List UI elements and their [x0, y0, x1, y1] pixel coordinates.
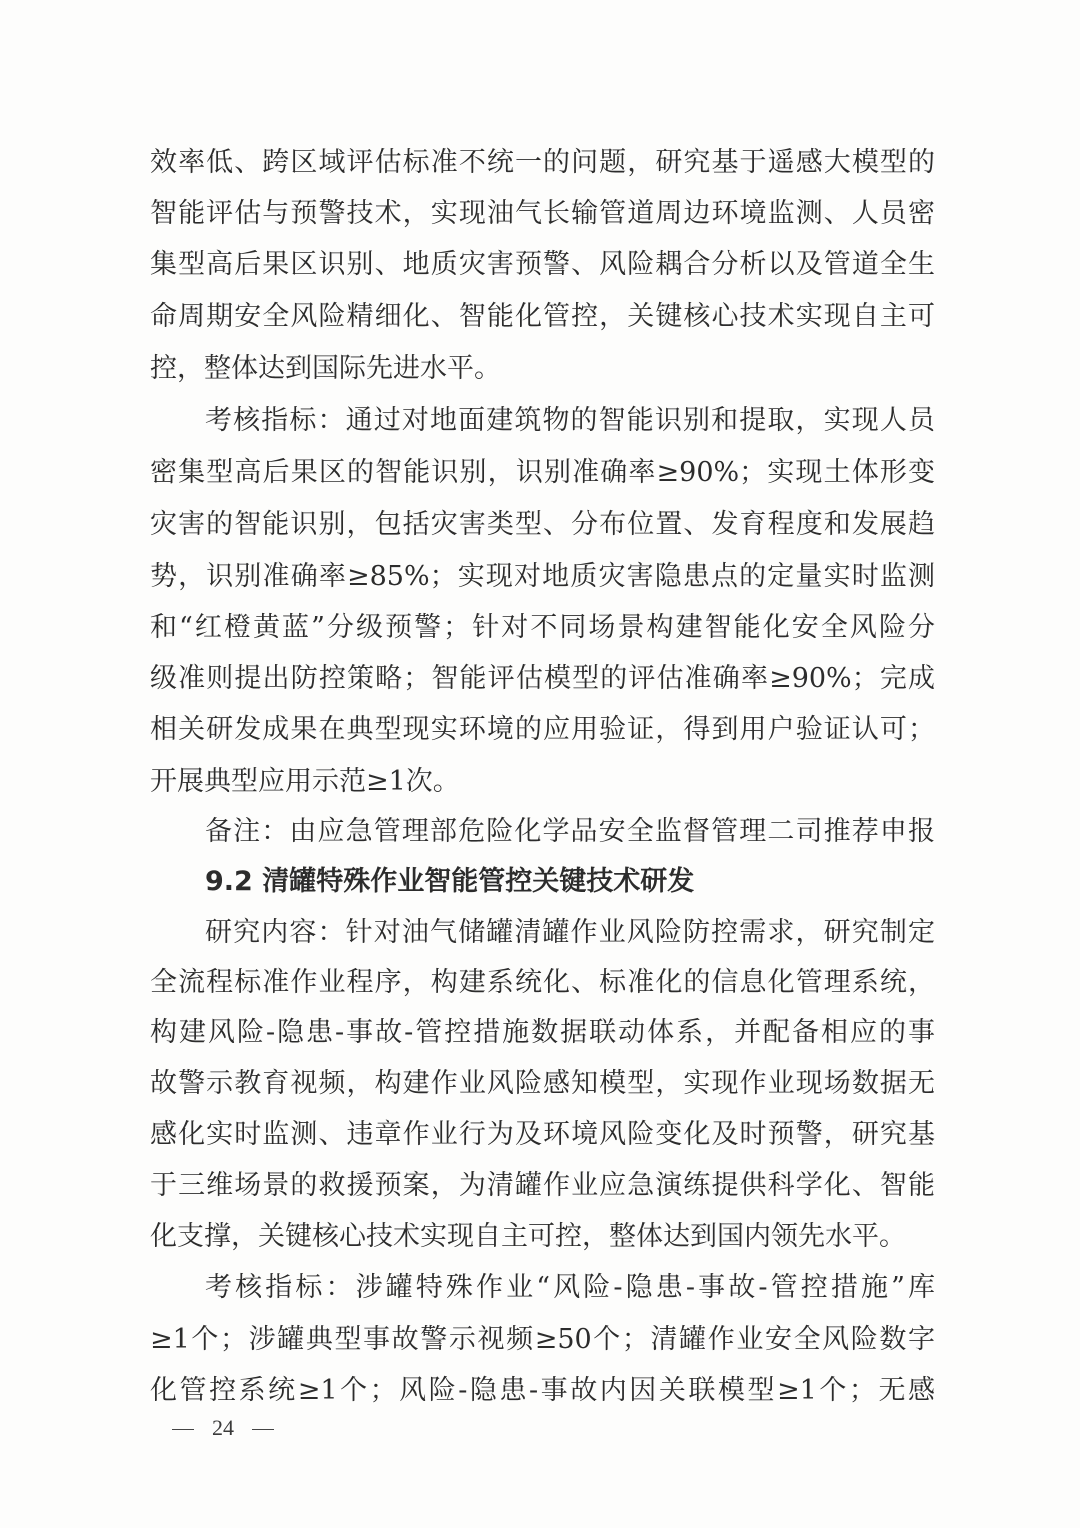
paragraph-line: 故警示教育视频，构建作业风险感知模型，实现作业现场数据无 [150, 1068, 935, 1099]
paragraph-line: 势，识别准确率≥85%；实现对地质灾害隐患点的定量实时监测 [150, 561, 935, 592]
paragraph-line: 级准则提出防控策略；智能评估模型的评估准确率≥90%；完成 [150, 663, 935, 694]
paragraph-line: 智能评估与预警技术，实现油气长输管道周边环境监测、人员密 [150, 198, 935, 229]
footer-dash-left [172, 1429, 194, 1430]
paragraph-line: 相关研发成果在典型现实环境的应用验证，得到用户验证认可； [150, 714, 935, 745]
paragraph-line: 开展典型应用示范≥1次。 [150, 766, 460, 797]
paragraph-line: 构建风险-隐患-事故-管控措施数据联动体系，并配备相应的事 [150, 1017, 935, 1048]
paragraph-line: 研究内容：针对油气储罐清罐作业风险防控需求，研究制定 [205, 917, 935, 948]
paragraph-line: 化支撑，关键核心技术实现自主可控，整体达到国内领先水平。 [150, 1221, 906, 1252]
paragraph-line: ≥1个；涉罐典型事故警示视频≥50个；清罐作业安全风险数字 [150, 1324, 935, 1355]
paragraph-line: 灾害的智能识别，包括灾害类型、分布位置、发育程度和发展趋 [150, 509, 935, 540]
footer-dash-right [252, 1429, 274, 1430]
section-heading: 9.2 清罐特殊作业智能管控关键技术研发 [205, 866, 695, 897]
paragraph-line: 考核指标：通过对地面建筑物的智能识别和提取，实现人员 [205, 405, 935, 436]
paragraph-line: 化管控系统≥1个；风险-隐患-事故内因关联模型≥1个；无感 [150, 1375, 935, 1406]
page-footer [172, 1413, 302, 1443]
paragraph-line: 命周期安全风险精细化、智能化管控，关键核心技术实现自主可 [150, 301, 935, 332]
paragraph-line: 感化实时监测、违章作业行为及环境风险变化及时预警，研究基 [150, 1119, 935, 1150]
paragraph-line: 考核指标：涉罐特殊作业“风险-隐患-事故-管控措施”库 [205, 1272, 935, 1303]
note-line: 备注：由应急管理部危险化学品安全监督管理二司推荐申报 [205, 816, 935, 847]
paragraph-line: 控，整体达到国际先进水平。 [150, 353, 501, 384]
paragraph-line: 全流程标准作业程序，构建系统化、标准化的信息化管理系统， [150, 967, 935, 998]
paragraph-line: 于三维场景的救援预案，为清罐作业应急演练提供科学化、智能 [150, 1170, 935, 1201]
paragraph-line: 效率低、跨区域评估标准不统一的问题，研究基于遥感大模型的 [150, 147, 935, 178]
paragraph-line: 和“红橙黄蓝”分级预警；针对不同场景构建智能化安全风险分 [150, 612, 935, 643]
paragraph-line: 集型高后果区识别、地质灾害预警、风险耦合分析以及管道全生 [150, 249, 935, 280]
page-number: 24 [212, 1415, 234, 1440]
paragraph-line: 密集型高后果区的智能识别，识别准确率≥90%；实现土体形变 [150, 457, 935, 488]
